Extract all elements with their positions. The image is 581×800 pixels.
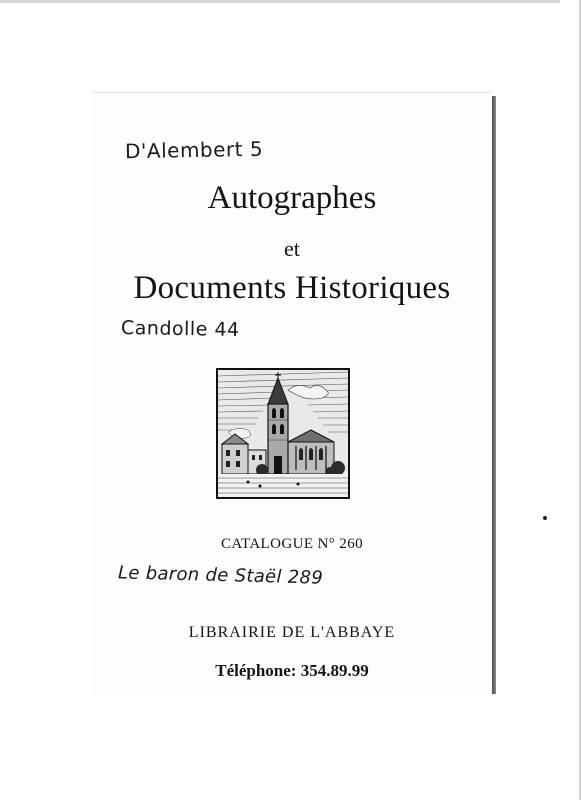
title-documents-historiques: Documents Historiques — [133, 270, 451, 306]
handwritten-note-candolle: Candolle 44 — [120, 316, 240, 342]
publisher-telephone: Téléphone: 354.89.99 — [215, 661, 369, 680]
handwritten-note-baron-stael: Le baron de Staël 289 — [117, 562, 324, 589]
catalogue-number: CATALOGUE N° 260 — [220, 536, 364, 552]
title-et: et — [284, 236, 300, 261]
church-engraving-icon — [216, 368, 350, 499]
scanner-edge-top — [0, 0, 560, 3]
publisher-name: LIBRAIRIE DE L'ABBAYE — [188, 624, 396, 641]
handwritten-note-dalembert: D'Alembert 5 — [124, 136, 264, 164]
church-engraving-svg — [218, 370, 348, 497]
title-autographes: Autographes — [207, 180, 377, 216]
scan-speck — [543, 516, 547, 520]
page-edge-shadow — [492, 96, 496, 694]
